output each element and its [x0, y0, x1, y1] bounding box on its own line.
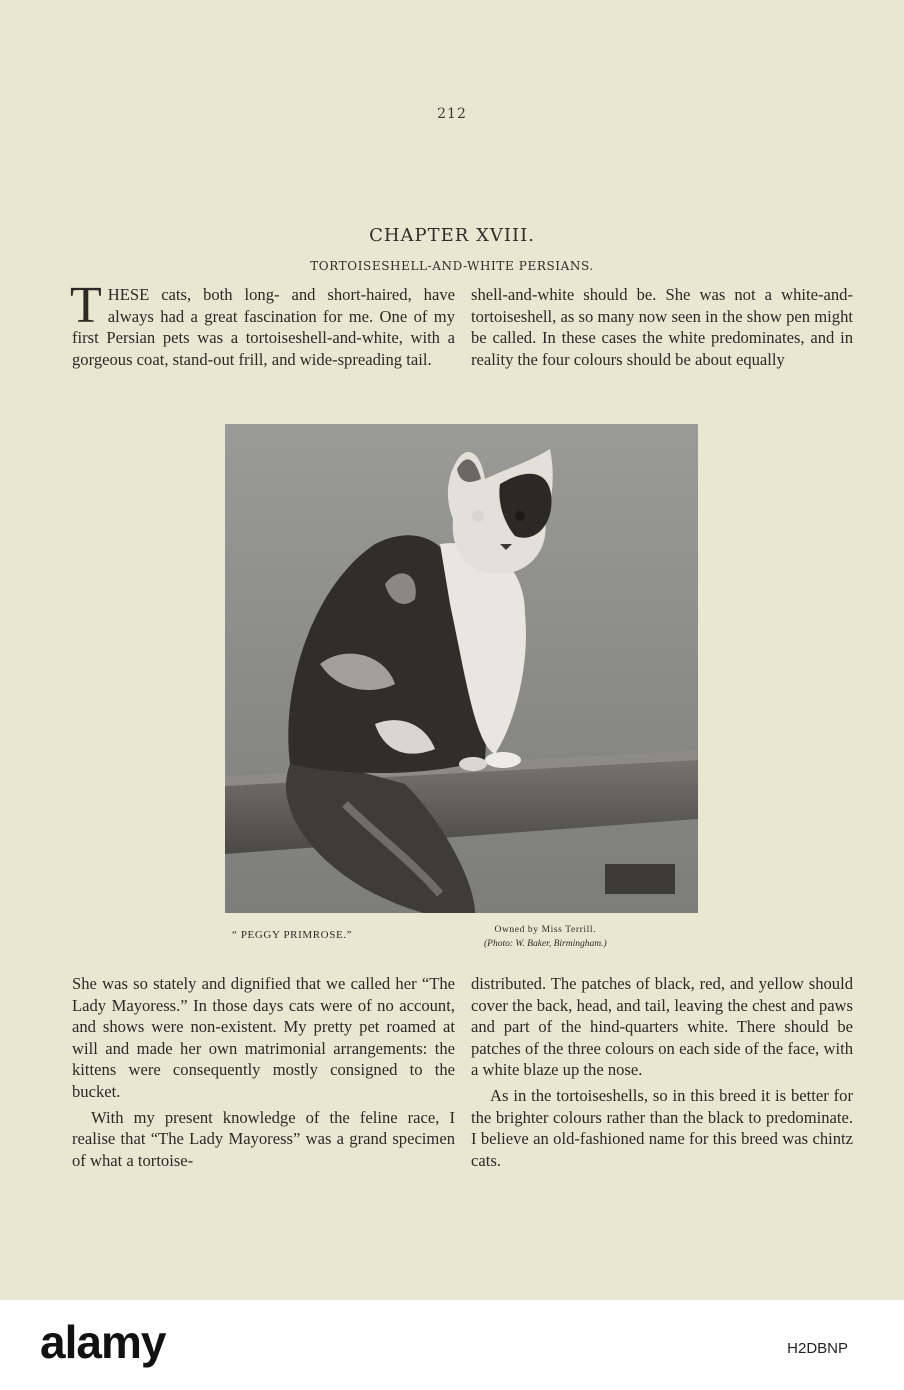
photo-credit: (Photo: W. Baker, Birmingham.) [484, 939, 607, 949]
right-column-top [471, 284, 853, 370]
photo-owner: Owned by Miss Terrill. [494, 925, 597, 935]
paragraph-knowledge: With my present knowledge of the feline race, I realise that “The Lady Mayoress” was a grand specimen of what a tortoise- [72, 1107, 455, 1170]
photo-caption-name: “ PEGGY PRIMROSE.” [232, 929, 353, 941]
paragraph-continued: shell-and-white should be. She was not a white-and-tortoiseshell, as so many now seen in the show pen might be called. In these cases the white predominates, and in reality the four colours should be about equally [471, 285, 853, 369]
right-column-bottom [471, 973, 853, 1171]
section-title: TORTOISESHELL-AND-WHITE PERSIANS. [310, 259, 594, 273]
page-number: 212 [437, 106, 467, 122]
paragraph-distribution: distributed. The patches of black, red, and yellow should cover the back, head, and tail, leaving the chest and paws and part of the hind-quarters white. There should be patches of the three colours on each side of the face, with a white blaze up the nose. [471, 974, 853, 1080]
paragraph-opening: HESE cats, both long- and short-haired, have always had a great fascination for me. One of my first Persian pets was a tortoiseshell-and-white, with a gorgeous coat, stand-out frill, and wide-spreading tail. [72, 285, 455, 369]
photo-caption-credit [484, 923, 607, 951]
paragraph-chintz: As in the tortoiseshells, so in this breed it is better for the brighter colours rather than the black to predominate. I believe an old-fashioned name for this breed was chintz cats. [471, 1085, 853, 1170]
cat-illustration [225, 424, 698, 913]
chapter-title: CHAPTER XVIII. [369, 225, 535, 246]
image-id: H2DBNP [787, 1340, 848, 1357]
alamy-logo: alamy [40, 1316, 166, 1368]
cat-photograph [225, 424, 698, 913]
left-column-top [70, 277, 455, 370]
paragraph-lady-mayoress: She was so stately and dignified that we called her “The Lady Mayoress.” In those days cats were of no account, and shows were non-existent. My pretty pet roamed at will and made her own matrimonial arrangements: the kittens were consequently mostly consigned to the bucket. [72, 974, 455, 1101]
left-column-bottom [72, 973, 455, 1171]
drop-cap: T [70, 277, 102, 334]
